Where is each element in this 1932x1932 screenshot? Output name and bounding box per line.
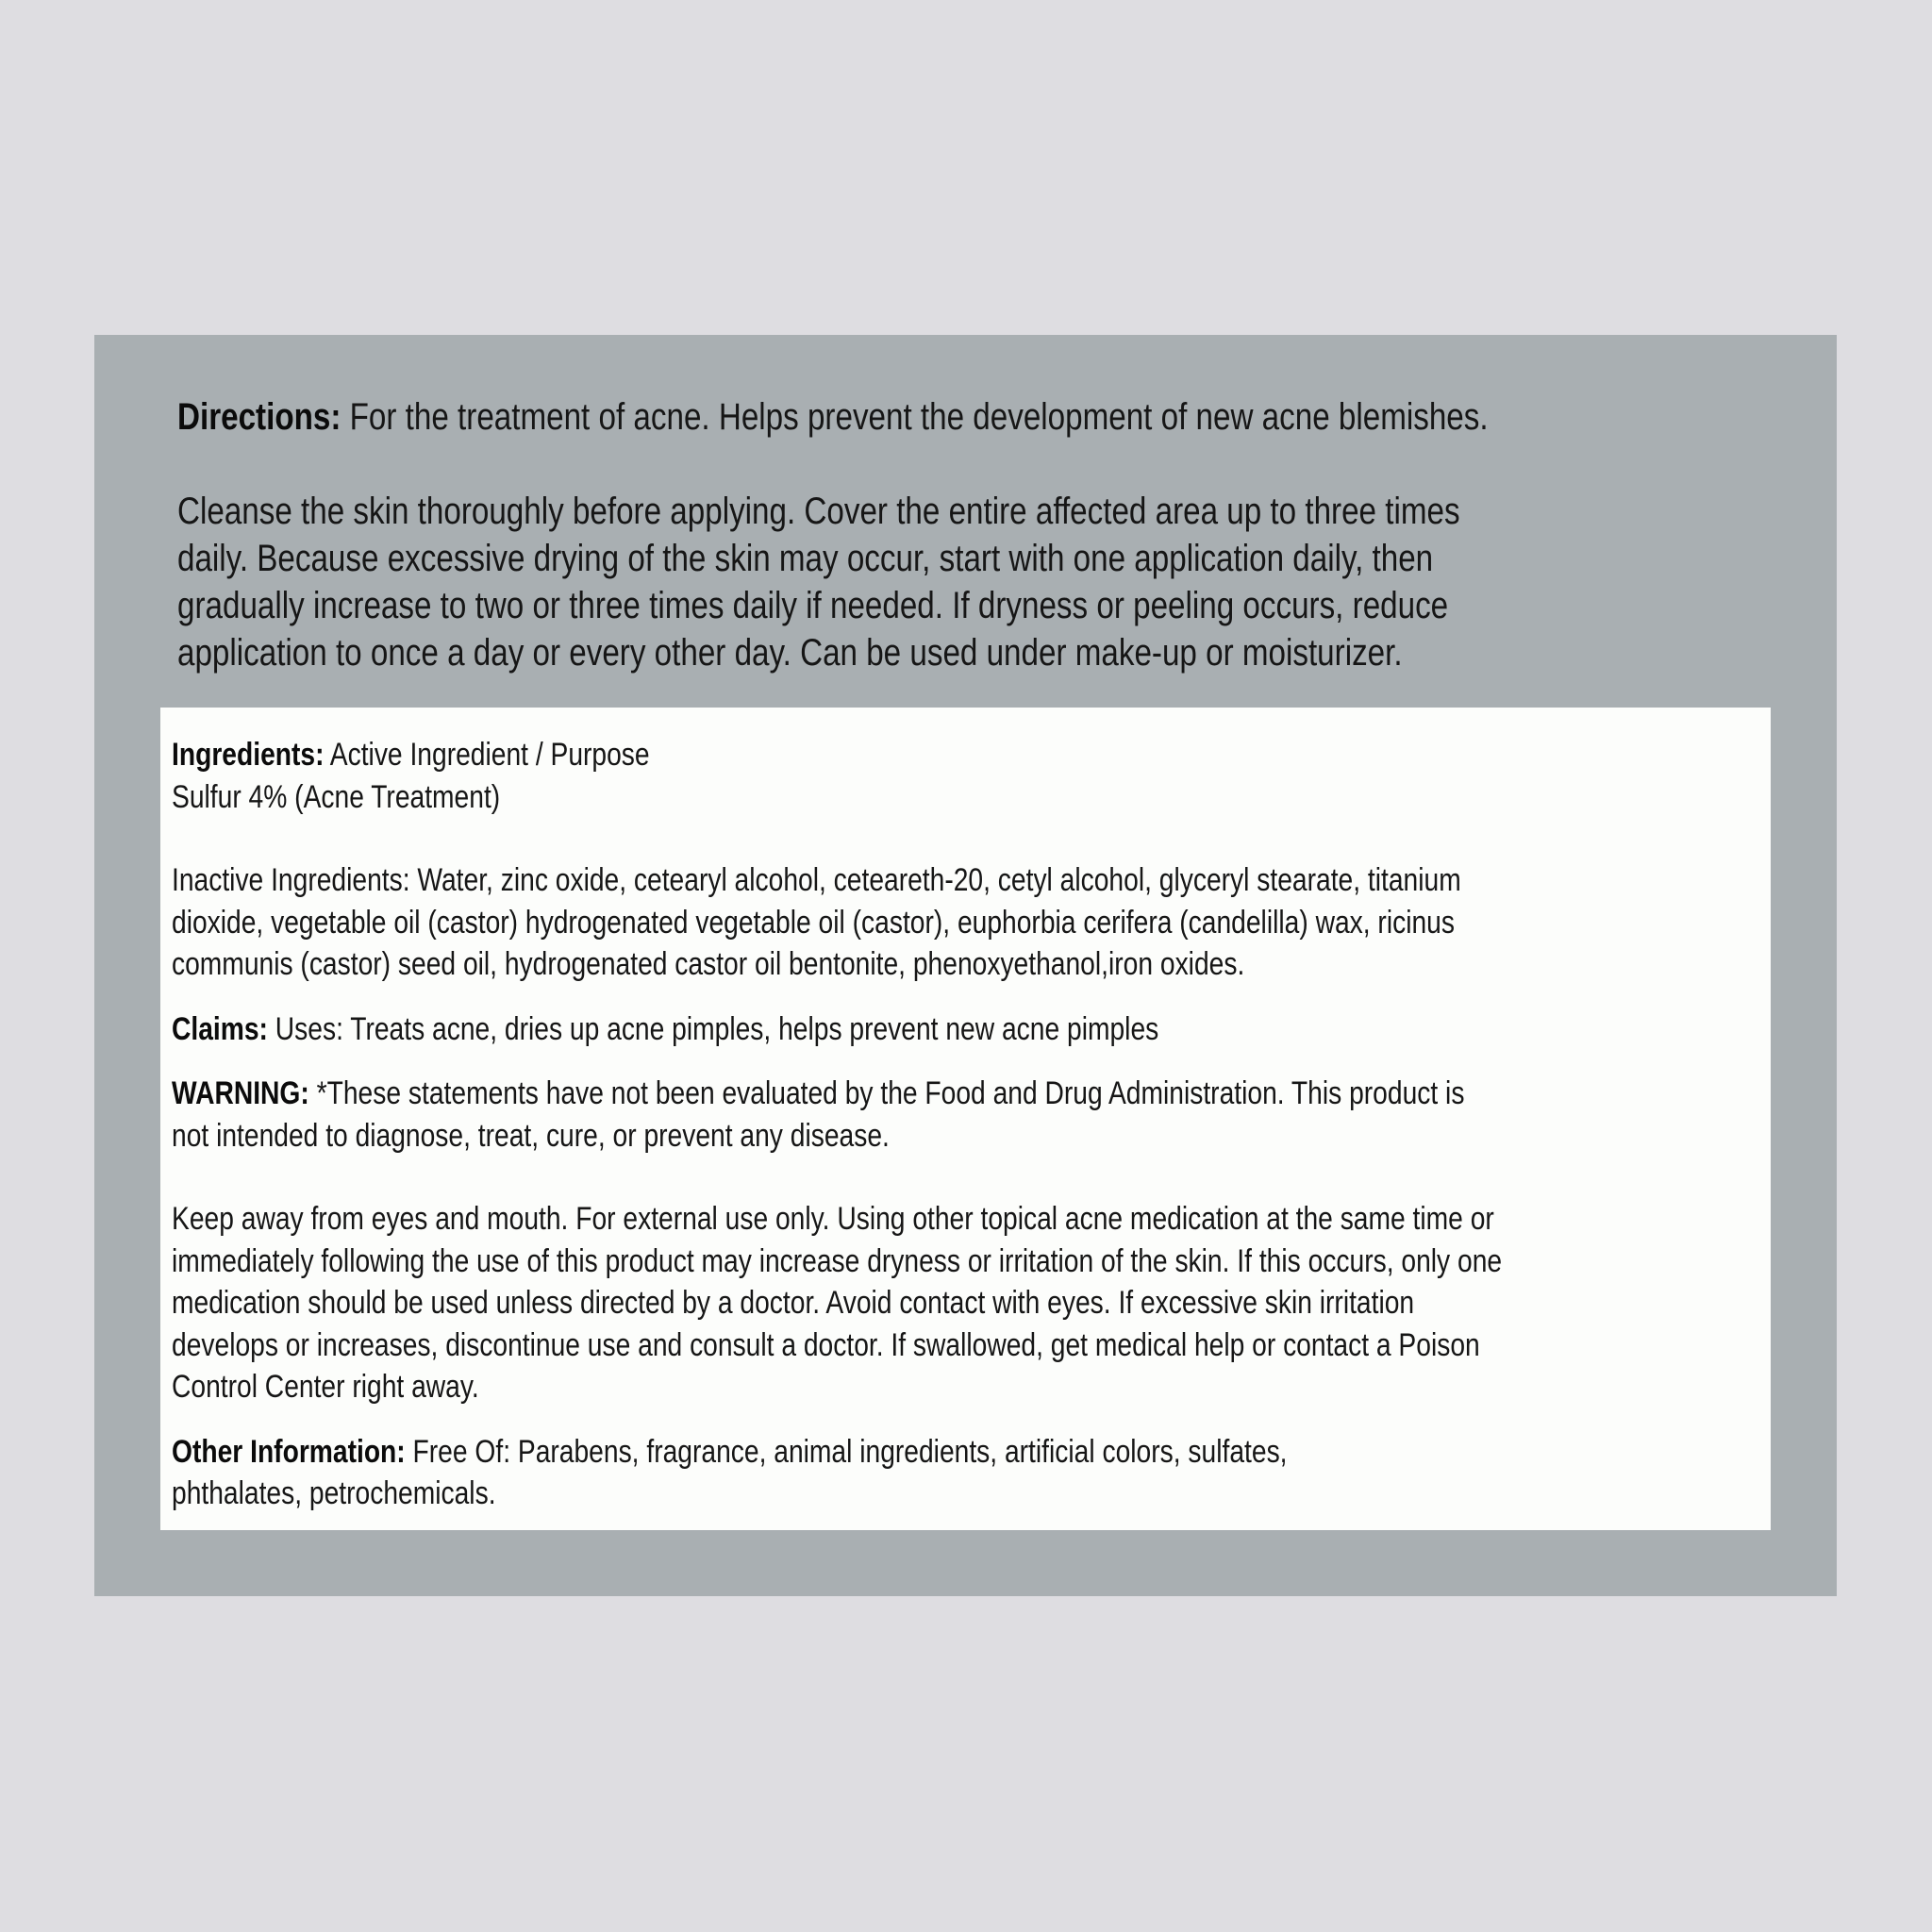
inactive-ingredients: Inactive Ingredients: Water, zinc oxide, cetearyl alcohol, ceteareth-20, cetyl alcohol, glyceryl stearate, titanium dioxide, vegetable oil (castor) hydrogenated vegetable oil (castor), euphorbia cerifera (candelilla) wax, ricinus communis (castor) seed oil, hydrogenated castor oil bentonite, phenoxyethanol,iron oxides. bbox=[172, 862, 1461, 982]
directions-label: Directions: bbox=[177, 396, 341, 438]
warning bbox=[172, 1073, 1472, 1157]
info-content bbox=[172, 734, 1761, 1515]
directions-intro-text: For the treatment of acne. Helps prevent the development of new acne blemishes. bbox=[341, 396, 1489, 438]
warning-text: *These statements have not been evaluated by the Food and Drug Administration. This product is not intended to diagnose, treat, cure, or prevent any disease. bbox=[172, 1075, 1465, 1154]
ingredients-header-text: Active Ingredient / Purpose bbox=[324, 737, 650, 773]
directions-body: Cleanse the skin thoroughly before applying. Cover the entire affected area up to three times daily. Because excessive drying of the skin may occur, start with one application daily, then gradually increase to two or three times daily if needed. If dryness or peeling occurs, reduce application to once a day or every other day. Can be used under make-up or moisturizer. bbox=[177, 491, 1460, 674]
other-information bbox=[172, 1431, 1424, 1515]
claims bbox=[172, 1008, 1761, 1051]
claims-text: Uses: Treats acne, dries up acne pimples, helps prevent new acne pimples bbox=[267, 1010, 1159, 1047]
active-ingredient: Sulfur 4% (Acne Treatment) bbox=[172, 778, 501, 815]
other-information-label: Other Information: bbox=[172, 1433, 406, 1470]
label-panel bbox=[94, 335, 1837, 1596]
directions-intro bbox=[177, 393, 1508, 441]
info-box bbox=[160, 708, 1771, 1530]
other-information-text: Free Of: Parabens, fragrance, animal ingredients, artificial colors, sulfates, phthalates, petrochemicals. bbox=[172, 1433, 1288, 1511]
ingredients-label: Ingredients: bbox=[172, 737, 325, 773]
warning-body: Keep away from eyes and mouth. For external use only. Using other topical acne medication at the same time or immediately following the use of this product may increase dryness or irritation of the skin. If this occurs, only one medication should be used unless directed by a doctor. Avoid contact with eyes. If excessive skin irritation develops or increases, discontinue use and consult a doctor. If swallowed, get medical help or contact a Poison Control Center right away. bbox=[172, 1201, 1503, 1405]
claims-label: Claims: bbox=[172, 1010, 268, 1047]
ingredients-header bbox=[172, 734, 1761, 776]
warning-label: WARNING: bbox=[172, 1075, 309, 1111]
directions-section bbox=[177, 393, 1783, 676]
